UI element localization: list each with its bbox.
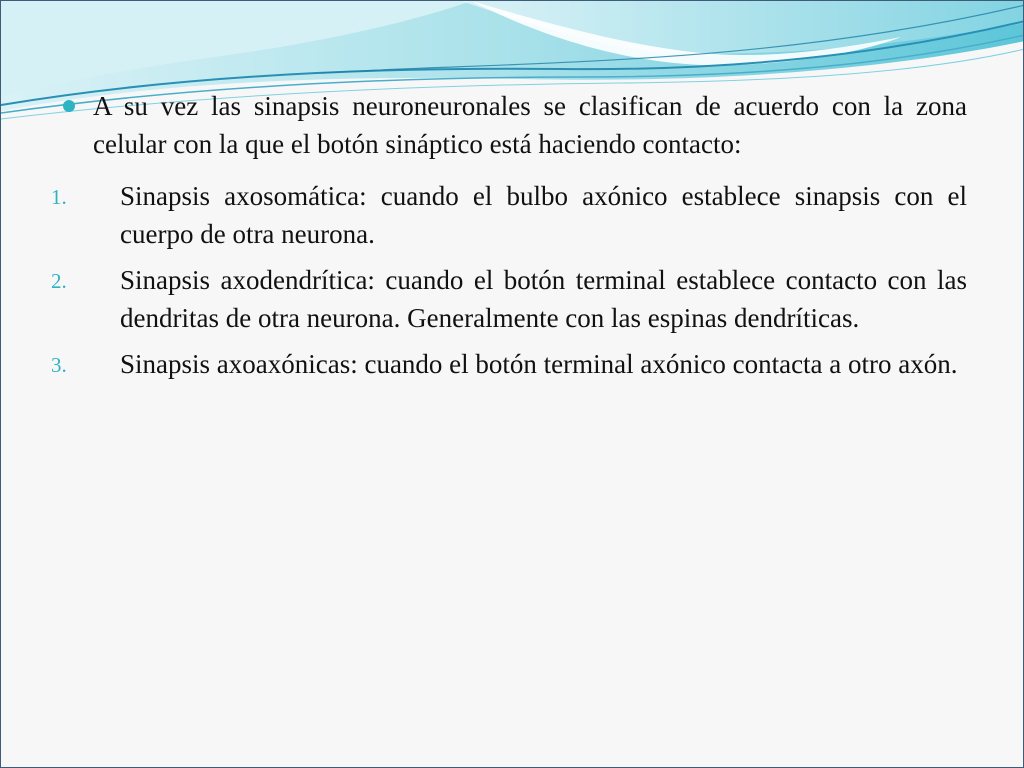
- list-item-text: Sinapsis axoaxónicas: cuando el botón terminal axónico contacta a otro axón.: [120, 349, 958, 379]
- list-number: 1.: [51, 185, 67, 209]
- list-item-text: Sinapsis axodendrítica: cuando el botón terminal establece contacto con las dendritas de otra neurona. Generalmente con las espinas dendríticas.: [120, 265, 981, 333]
- intro-text: A su vez las sinapsis neuroneuronales se clasifican de acuerdo con la zona celular con la que el botón sináptico está haciendo contacto:: [93, 91, 967, 159]
- list-item: [49, 177, 967, 253]
- bullet-dot-icon: [63, 100, 75, 112]
- list-number: 3.: [51, 353, 67, 377]
- list-item: [49, 261, 981, 337]
- list-item: [49, 345, 967, 383]
- list-number: 2.: [51, 269, 67, 293]
- list-item-text: Sinapsis axosomática: cuando el bulbo axónico establece sinapsis con el cuerpo de otra neurona.: [120, 181, 967, 249]
- slide-content: [49, 87, 981, 391]
- intro-paragraph: [49, 87, 967, 163]
